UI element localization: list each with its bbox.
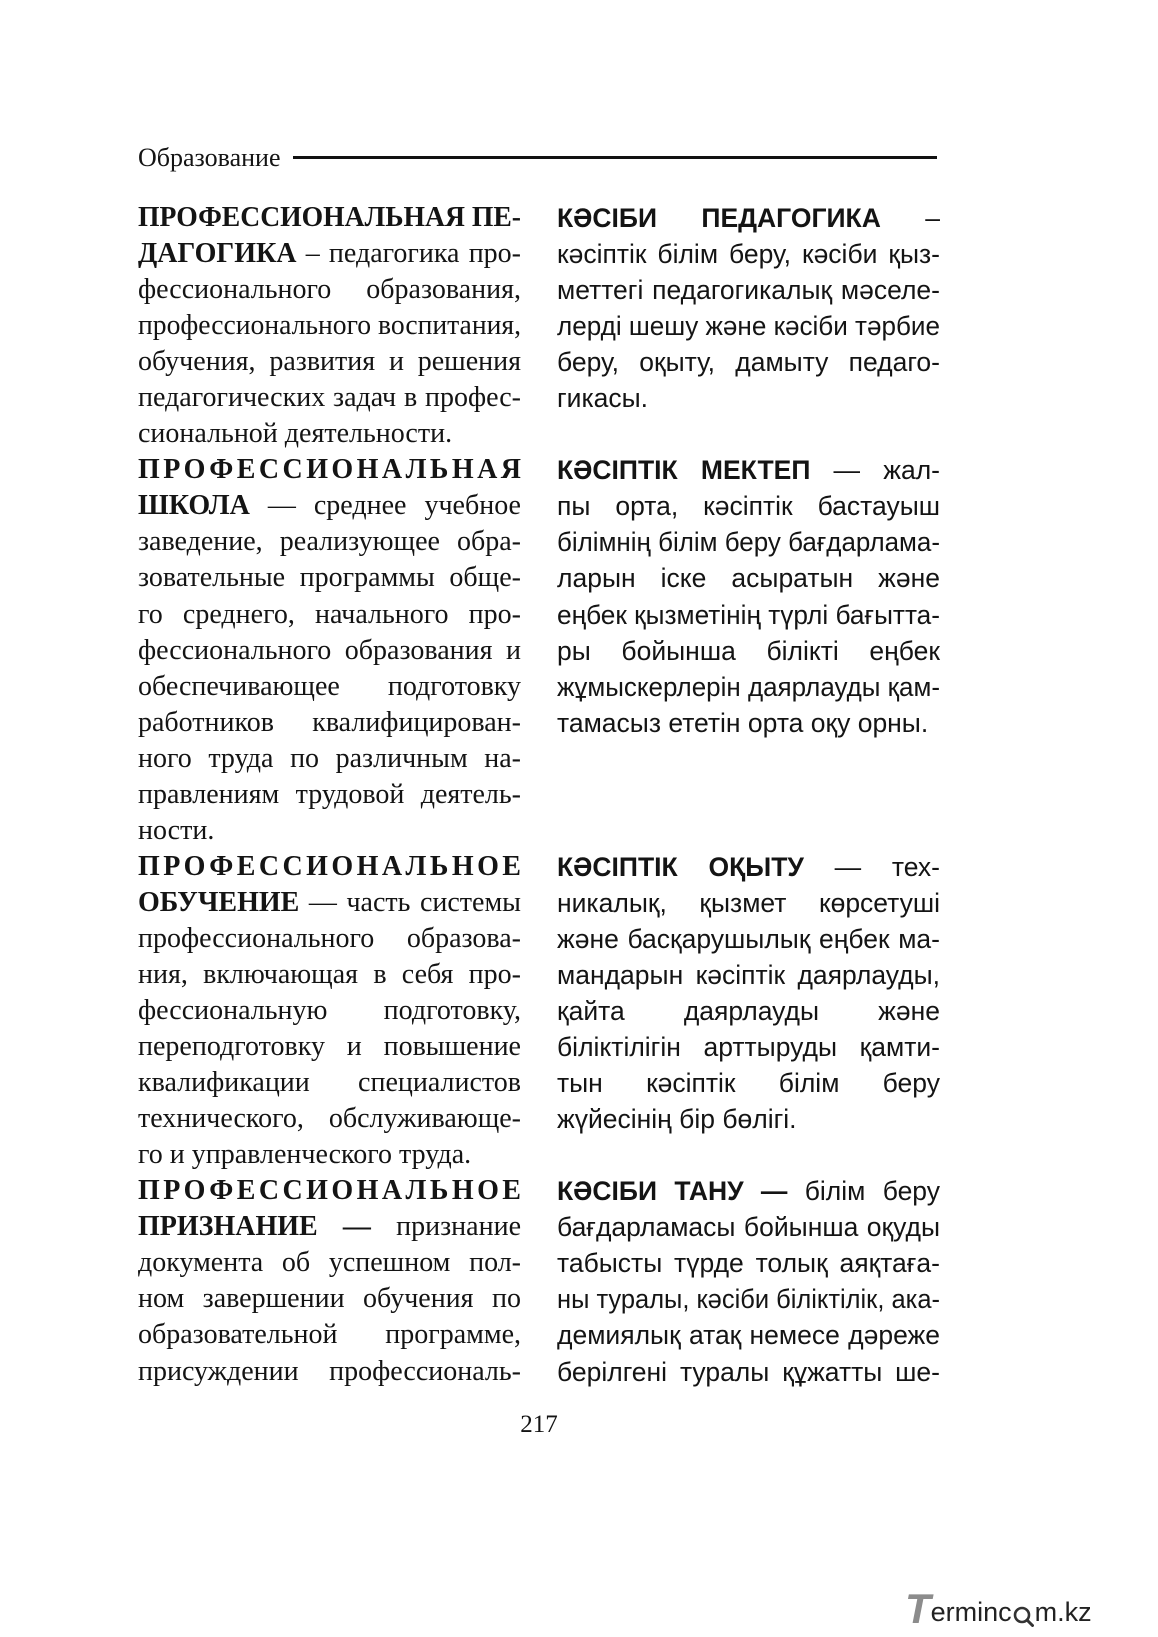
watermark-initial: T: [905, 1585, 931, 1632]
entry-definition-text: зовательные программы обще-: [138, 562, 521, 594]
entry-line: [138, 380, 521, 416]
entry-line: [138, 1173, 525, 1209]
entry-line-content: [557, 957, 940, 993]
entry-line: [138, 1209, 521, 1245]
entry-line: [138, 957, 521, 993]
entry-line-content: [138, 849, 524, 885]
entry-definition-text: присуждении профессиональ-: [138, 1355, 521, 1387]
dictionary-entry: [557, 452, 940, 740]
entry-term: КӘСІПТІК МЕКТЕП: [557, 455, 811, 486]
entry-definition-text: беру, оқыту, дамыту педаго-: [557, 347, 940, 378]
entry-definition-text: обеспечивающее подготовку: [138, 670, 521, 702]
entry-definition-text: признание: [370, 1211, 521, 1243]
entry-definition-text: білімнің білім беру бағдарлама-: [557, 527, 940, 558]
entry-line: [138, 236, 521, 272]
entry-line-content: [557, 488, 940, 524]
entry-definition-text: ного труда по различным на-: [138, 742, 521, 774]
entry-line-content: [557, 1281, 940, 1317]
magnifier-icon: [1013, 1603, 1034, 1627]
entry-line-content: [557, 993, 940, 1029]
entry-line-content: [138, 416, 452, 452]
entry-line-content: [138, 1354, 521, 1390]
entry-line: [557, 1281, 940, 1317]
entry-definition-text: — тех-: [803, 851, 941, 882]
entry-definition-text: ны туралы, кәсіби біліктілік, ака-: [557, 1284, 940, 1315]
entry-term: ОБУЧЕНИЕ: [138, 886, 300, 918]
entry-definition-text: сиональной деятельности.: [138, 418, 453, 450]
entry-definition-text: білім беру: [787, 1176, 940, 1207]
entry-line-content: [138, 308, 521, 344]
entry-line: [138, 1354, 521, 1390]
entry-definition-text: берілгені туралы құжатты ше-: [557, 1356, 940, 1387]
entry-line-content: [138, 1137, 471, 1173]
dictionary-entry: [138, 849, 525, 1173]
entry-line: [138, 1317, 521, 1353]
entry-line-content: [557, 1065, 940, 1101]
entry-line: [557, 344, 940, 380]
entry-definition-text: кәсіптік білім беру, кәсіби қыз-: [557, 239, 940, 270]
entry-definition-text: ры бойынша білікті еңбек: [557, 635, 940, 666]
entry-line: [557, 921, 940, 957]
entry-definition-text: работников квалифицирован-: [138, 706, 521, 738]
entry-term: КӘСІБИ ПЕДАГОГИКА: [557, 203, 881, 233]
entry-line: [138, 344, 521, 380]
entry-line: [138, 1245, 521, 1281]
entry-definition-text: профессионального воспитания,: [138, 310, 521, 342]
entry-term: ПРИЗНАНИЕ —: [138, 1211, 371, 1243]
entry-line-content: [557, 1029, 940, 1065]
entry-line-content: [138, 597, 521, 633]
entry-definition-text: заведение, реализующее обра-: [138, 526, 521, 558]
watermark-domain: m.kz: [1034, 1597, 1092, 1627]
entry-line-content: [557, 1101, 797, 1137]
entry-definition-text: жұмыскерлерін даярлауды қам-: [557, 671, 940, 702]
entry-line: [557, 597, 940, 633]
entry-line-content: [557, 308, 940, 344]
entry-definition-text: го среднего, начального про-: [138, 598, 521, 630]
entry-definition-text: тын кәсіптік білім беру: [557, 1068, 940, 1099]
left-column: [138, 200, 525, 1390]
entry-definition-text: демиялық атақ немесе дәреже: [557, 1320, 940, 1351]
entry-term: ДАГОГИКА: [138, 238, 297, 270]
entry-line-content: [557, 705, 928, 741]
entry-line: [138, 993, 521, 1029]
entry-line: [557, 1317, 940, 1353]
entry-line: [557, 849, 940, 885]
entry-line-content: [557, 669, 940, 705]
entry-definition-text: — среднее учебное: [249, 490, 521, 522]
entry-term: ПРОФЕССИОНАЛЬНАЯ: [138, 454, 525, 486]
entry-line: [138, 1065, 521, 1101]
entry-line: [557, 1065, 940, 1101]
entry-line: [138, 1281, 521, 1317]
site-watermark: [905, 1585, 1092, 1632]
entry-definition-text: профессионального образова-: [138, 922, 521, 954]
entry-line: [138, 452, 525, 488]
entry-line-content: [557, 236, 940, 272]
entry-line-content: [138, 705, 521, 741]
entry-line-content: [557, 452, 940, 488]
entry-line-content: [138, 633, 521, 669]
dictionary-entry: [138, 452, 525, 849]
entry-definition-text: документа об успешном пол-: [138, 1247, 521, 1279]
entry-line-content: [557, 1317, 940, 1353]
watermark-text: erminc: [930, 1597, 1012, 1627]
entry-line: [557, 488, 940, 524]
entry-line-content: [138, 200, 521, 236]
entry-line-content: [557, 1209, 940, 1245]
entry-line-content: [557, 524, 940, 560]
entry-line: [557, 272, 940, 308]
entry-definition-text: гикасы.: [557, 383, 649, 414]
header-rule: [293, 156, 937, 159]
entry-line: [557, 1245, 940, 1281]
entry-line-content: [138, 921, 521, 957]
entry-definition-text: технического, обслуживающе-: [138, 1103, 521, 1135]
entry-line: [138, 524, 521, 560]
entry-definition-text: правлениям трудовой деятель-: [138, 778, 521, 810]
entry-line-content: [138, 957, 521, 993]
entry-definition-text: обучения, развития и решения: [138, 346, 521, 378]
entry-line-content: [138, 1065, 521, 1101]
entry-line-content: [557, 272, 940, 308]
entry-line-content: [138, 452, 524, 488]
entry-line-content: [557, 849, 940, 885]
dictionary-entry: [557, 200, 940, 416]
entry-line: [138, 921, 521, 957]
entry-line-content: [138, 380, 521, 416]
entry-definition-text: фессиональную подготовку,: [138, 995, 521, 1027]
entry-line: [557, 200, 940, 236]
entry-line-content: [138, 1209, 521, 1245]
entry-term: ШКОЛА: [138, 490, 250, 522]
entry-line: [138, 849, 525, 885]
entry-line: [557, 885, 940, 921]
entry-line-content: [138, 560, 521, 596]
entry-line-content: [138, 1173, 524, 1209]
entry-line: [138, 597, 521, 633]
entry-line: [557, 380, 940, 416]
entry-definition-text: – педагогика про-: [296, 238, 521, 270]
entry-line: [138, 488, 521, 524]
entry-line-content: [138, 993, 521, 1029]
entry-definition-text: біліктілігін арттыруды қамти-: [557, 1032, 940, 1063]
entry-line-content: [557, 1354, 940, 1390]
entry-line: [138, 885, 521, 921]
entry-definition-text: квалификации специалистов: [138, 1067, 521, 1099]
entry-term: ПРОФЕССИОНАЛЬНАЯ ПЕ-: [138, 202, 521, 233]
entry-term: ПРОФЕССИОНАЛЬНОЕ: [138, 1175, 525, 1207]
entry-line-content: [138, 236, 521, 272]
entry-definition-text: — жал-: [810, 455, 940, 486]
entry-definition-text: лерді шешу және кәсіби тәрбие: [557, 311, 940, 342]
entry-definition-text: ния, включающая в себя про-: [138, 958, 521, 990]
entry-definition-text: фессионального образования,: [138, 274, 521, 306]
entry-line: [138, 1137, 521, 1173]
entry-definition-text: қайта даярлауды және: [557, 996, 940, 1027]
entry-line: [557, 993, 940, 1029]
entry-definition-text: тамасыз ететін орта оқу орны.: [557, 707, 929, 738]
entry-line-content: [138, 488, 521, 524]
entry-line-content: [557, 885, 940, 921]
entry-definition-text: бағдарламасы бойынша оқуды: [557, 1212, 940, 1243]
entry-line: [557, 1354, 940, 1390]
entry-line-content: [138, 1101, 521, 1137]
entry-definition-text: және басқарушылық еңбек ма-: [557, 923, 940, 954]
entry-term: ПРОФЕССИОНАЛЬНОЕ: [138, 850, 525, 882]
entry-line-content: [557, 344, 940, 380]
entry-line: [557, 1173, 940, 1209]
entry-term: КӘСІПТІК ОҚЫТУ: [557, 851, 804, 882]
entry-line-content: [557, 597, 940, 633]
entry-line-content: [138, 741, 521, 777]
dictionary-entry: [557, 1173, 940, 1389]
entry-definition-text: ном завершении обучения по: [138, 1283, 521, 1315]
entry-line-content: [138, 777, 521, 813]
entry-term: КӘСІБИ ТАНУ —: [557, 1176, 788, 1207]
entry-line: [138, 705, 521, 741]
right-column: [557, 200, 940, 1390]
entry-line-content: [138, 813, 214, 849]
entry-line-content: [138, 1281, 521, 1317]
page-number: 217: [520, 1411, 558, 1438]
entry-line: [557, 705, 940, 741]
section-title: Образование: [138, 143, 281, 172]
dictionary-entry: [557, 849, 940, 1137]
entry-line: [557, 1209, 940, 1245]
entry-definition-text: переподготовку и повышение: [138, 1031, 521, 1063]
dictionary-entry: [138, 1173, 525, 1389]
entry-line: [557, 669, 940, 705]
entry-line: [557, 308, 940, 344]
entry-line: [557, 560, 940, 596]
running-head: [138, 143, 937, 173]
entry-line-content: [557, 1173, 940, 1209]
entry-line: [138, 560, 521, 596]
entry-definition-text: образовательной программе,: [138, 1319, 521, 1351]
entry-line-content: [138, 1245, 521, 1281]
entry-line: [557, 524, 940, 560]
entry-line: [138, 1029, 521, 1065]
entry-definition-text: пы орта, кәсіптік бастауыш: [557, 491, 940, 522]
entry-line-content: [557, 921, 940, 957]
entry-line-content: [557, 560, 940, 596]
entry-line-content: [138, 344, 521, 380]
entry-line-content: [557, 633, 940, 669]
dictionary-entry: [138, 200, 521, 452]
entry-line-content: [138, 885, 521, 921]
entry-line: [557, 1101, 940, 1137]
entry-line: [557, 633, 940, 669]
entry-line: [138, 200, 521, 236]
entry-line: [138, 416, 521, 452]
entry-line: [138, 272, 521, 308]
entry-definition-text: табысты түрде толық аяқтаға-: [557, 1248, 940, 1279]
entry-line-content: [557, 380, 648, 416]
entry-definition-text: — часть системы: [299, 886, 521, 918]
entry-definition-text: –: [880, 203, 940, 233]
entry-line: [557, 236, 940, 272]
entry-line-content: [138, 272, 521, 308]
entry-definition-text: мандарын кәсіптік даярлауды,: [557, 960, 940, 991]
entry-definition-text: ларын іске асыратын және: [557, 563, 940, 594]
entry-definition-text: еңбек қызметінің түрлі бағытта-: [557, 599, 940, 630]
entry-definition-text: педагогических задач в профес-: [138, 382, 521, 414]
entry-line: [138, 1101, 521, 1137]
entry-line: [557, 1029, 940, 1065]
entry-definition-text: меттегі педагогикалық мәселе-: [557, 275, 940, 306]
entry-line-content: [138, 1029, 521, 1065]
entry-line: [557, 452, 940, 488]
entry-line-content: [138, 1317, 521, 1353]
entry-line: [138, 777, 521, 813]
entry-line: [557, 957, 940, 993]
entry-line: [138, 813, 521, 849]
entry-line: [138, 741, 521, 777]
entry-line: [138, 308, 521, 344]
entry-definition-text: ности.: [138, 814, 215, 846]
entry-definition-text: жүйесінің бір бөлігі.: [557, 1104, 797, 1135]
entry-line-content: [138, 669, 521, 705]
entry-definition-text: фессионального образования и: [138, 634, 521, 666]
entry-line-content: [557, 1245, 940, 1281]
entry-definition-text: го и управленческого труда.: [138, 1139, 472, 1171]
entry-line: [138, 669, 521, 705]
entry-line-content: [138, 524, 521, 560]
entry-line: [138, 633, 521, 669]
entry-definition-text: никалық, қызмет көрсетуші: [557, 887, 940, 918]
entry-line-content: [557, 200, 940, 236]
